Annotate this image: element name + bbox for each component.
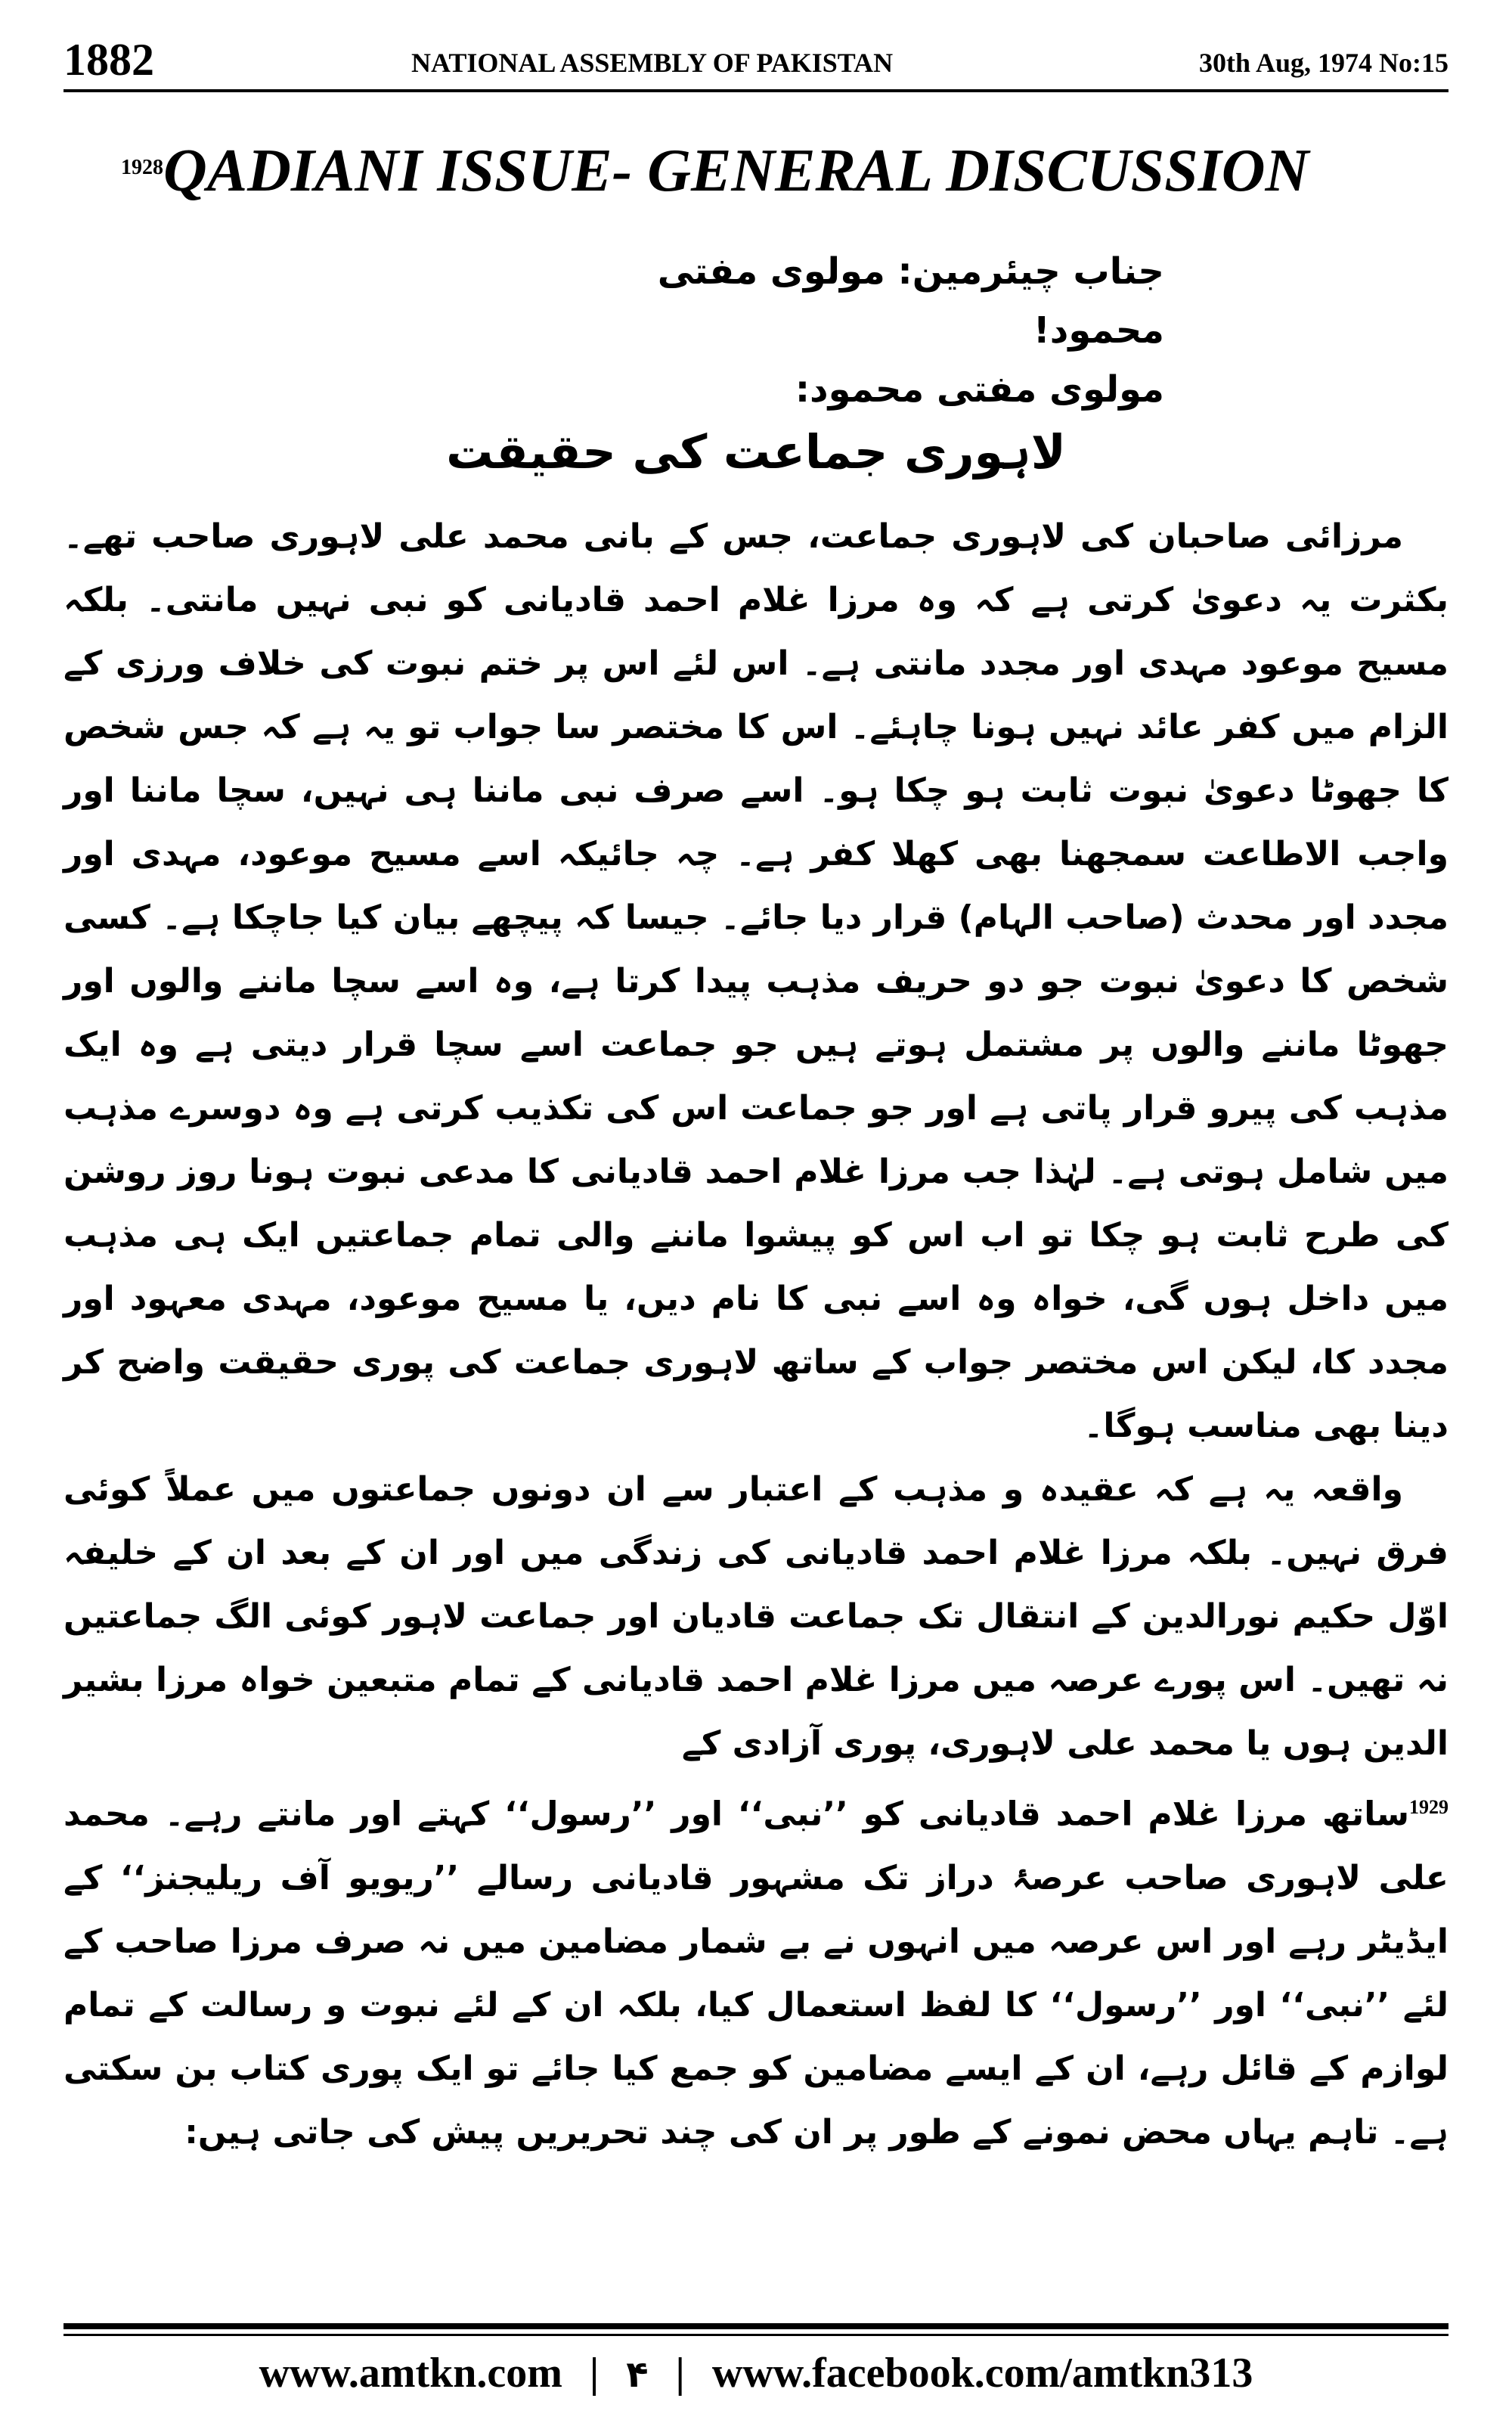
paragraph: مرزائی صاحبان کی لاہوری جماعت، جس کے بانی محمد علی لاہوری صاحب تھے۔ بکثرت یہ دعویٰ کرتی ہے کہ وہ مرزا غلام احمد قادیانی کو نبی نہیں مانتی۔ بلکہ مسیح موعود مہدی اور مجدد مانتی ہے۔ اس لئے اس پر ختم نبوت کی خلاف ورزی کے الزام میں کفر عائد نہیں ہونا چاہئے۔ اس کا مختصر سا جواب تو یہ ہے کہ جس شخص کا جھوٹا دعویٰ نبوت ثابت ہو چکا ہو۔ اسے صرف نبی ماننا ہی نہیں، سچا ماننا اور واجب الاطاعت سمجھنا بھی کھلا کفر ہے۔ چہ جائیکہ اسے مسیح موعود، مہدی اور مجدد اور محدث (صاحب الہام) قرار دیا جائے۔ جیسا کہ پیچھے بیان کیا جاچکا ہے۔ کسی شخص کا دعویٰ نبوت جو دو حریف مذہب پیدا کرتا ہے، وہ اسے سچا ماننے والوں اور جھوٹا ماننے والوں پر مشتمل ہوتے ہیں جو جماعت اسے سچا قرار دیتی ہے وہ ایک مذہب کی پیرو قرار پاتی ہے اور جو جماعت اس کی تکذیب کرتی ہے وہ دوسرے مذہب میں شامل ہوتی ہے۔ لہٰذا جب مرزا غلام احمد قادیانی کا مدعی نبوت ہونا روز روشن کی طرح ثابت ہو چکا تو اب اس کو پیشوا ماننے والی تمام جماعتیں ایک ہی مذہب میں داخل ہوں گی، خواہ وہ اسے نبی کا نام دیں، یا مسیح موعود، مہدی معہود اور مجدد کا، لیکن اس مختصر جواب کے ساتھ لاہوری جماعت کی پوری حقیقت واضح کر دینا بھی مناسب ہوگا۔	[64, 517, 1448, 1445]
speaker-block	[514, 242, 1164, 419]
paragraph: واقعہ یہ ہے کہ عقیدہ و مذہب کے اعتبار سے ان دونوں جماعتوں میں عملاً کوئی فرق نہیں۔ بلکہ مرزا غلام احمد قادیانی کی زندگی میں اور ان کے بعد ان کے خلیفہ اوّل حکیم نورالدین کے انتقال تک جماعت قادیان اور جماعت لاہور کوئی الگ جماعتیں نہ تھیں۔ اس پورے عرصہ میں مرزا غلام احمد قادیانی کے تمام متبعین خواہ مرزا بشیر الدین ہوں یا محمد علی لاہوری، پوری آزادی کے	[64, 1470, 1448, 1763]
page-header	[64, 33, 1448, 86]
footer-volume-number: ۴	[626, 2353, 649, 2396]
section-heading	[121, 133, 1452, 216]
footer-facebook-link[interactable]: www.facebook.com/amtkn313	[711, 2350, 1253, 2397]
paragraph-continued	[64, 1776, 1448, 2164]
footer-separator: |	[589, 2350, 600, 2397]
header-divider	[64, 89, 1448, 92]
footer-separator: |	[675, 2350, 685, 2397]
page-number: 1882	[64, 35, 154, 85]
section-ref-number: 1928	[121, 156, 163, 179]
footnote-ref: 1929	[1409, 1796, 1448, 1818]
footer-divider-thin	[64, 2334, 1448, 2336]
page-footer	[64, 2343, 1448, 2403]
chairman-line: جناب چیئرمین: مولوی مفتی محمود!	[657, 250, 1164, 352]
paragraph-continued-text: ساتھ مرزا غلام احمد قادیانی کو ’’نبی‘‘ اور ’’رسول‘‘ کہتے اور مانتے رہے۔ محمد علی لاہوری صاحب عرصۂ دراز تک مشہور قادیانی رسالے ’’ریویو آف ریلیجنز‘‘ کے ایڈیٹر رہے اور اس عرصہ میں انہوں نے بے شمار مضامین میں نہ صرف مرزا صاحب کے لئے ’’نبی‘‘ اور ’’رسول‘‘ کا لفظ استعمال کیا، بلکہ ان کے لئے نبوت و رسالت کے تمام لوازم کے قائل رہے، ان کے ایسے مضامین کو جمع کیا جائے تو ایک پوری کتاب بن سکتی ہے۔ تاہم یہاں محض نمونے کے طور پر ان کی چند تحریریں پیش کی جاتی ہیں:	[64, 1795, 1448, 2152]
subheading: لاہوری جماعت کی حقیقت	[446, 424, 1066, 479]
speaker-line: مولوی مفتی محمود:	[795, 368, 1164, 411]
section-title: QADIANI ISSUE- GENERAL DISCUSSION	[163, 138, 1309, 204]
footer-website-link[interactable]: www.amtkn.com	[259, 2350, 562, 2397]
header-date: 30th Aug, 1974 No:15	[1198, 48, 1448, 78]
header-title: NATIONAL ASSEMBLY OF PAKISTAN	[411, 48, 894, 78]
body-text	[64, 505, 1448, 2164]
footer-divider-thick	[64, 2323, 1448, 2329]
